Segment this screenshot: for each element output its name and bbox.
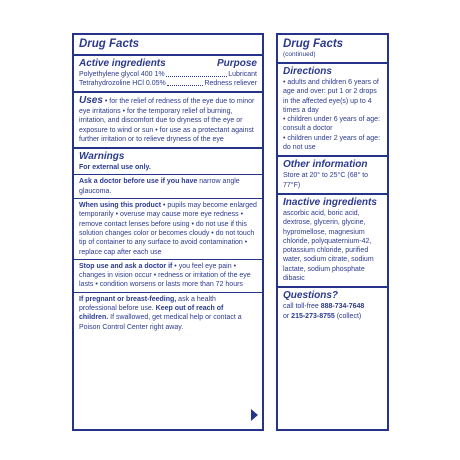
ingredient-row xyxy=(79,79,257,88)
drug-facts-title-continued: Drug Facts xyxy=(283,38,344,50)
active-ingredients-heading: Active ingredients xyxy=(79,58,166,69)
continue-arrow-icon xyxy=(251,409,258,421)
external-use: For external use only. xyxy=(79,164,151,172)
or-text: or xyxy=(283,312,292,320)
leader-dots xyxy=(166,70,228,77)
uses-section xyxy=(74,93,262,149)
other-info-text: Store at 20° to 25°C (68° to 77°F) xyxy=(283,172,369,189)
ingredient-purpose: Redness reliever xyxy=(204,80,257,87)
direction-item: • adults and children 6 years of age and over: put 1 or 2 drops in the affected eye(s) up to 4 times a day xyxy=(283,79,379,114)
ask-doctor-bold: Ask a doctor before use if you have xyxy=(79,178,198,186)
drug-facts-title: Drug Facts xyxy=(79,38,140,50)
warnings-section xyxy=(74,149,262,334)
directions-section xyxy=(278,64,387,157)
drug-facts-left-panel xyxy=(72,33,264,431)
direction-item: • children under 2 years of age: do not use xyxy=(283,134,381,152)
leader-dots xyxy=(167,79,204,86)
inactive-section xyxy=(278,195,387,288)
other-info-section xyxy=(278,157,387,195)
pregnant-text: ask a health professional before use. xyxy=(79,295,216,313)
stop-use-bold: Stop use and ask a doctor if xyxy=(79,262,173,270)
warnings-head xyxy=(74,149,262,175)
ask-doctor-block xyxy=(74,175,262,199)
pregnant-bold: If pregnant or breast-feeding, xyxy=(79,295,177,303)
inactive-heading: Inactive ingredients xyxy=(283,196,377,208)
keep-out-text: If swallowed, get medical help or contact a Poison Control Center right away. xyxy=(79,314,242,331)
direction-item: • children under 6 years of age: consult a doctor xyxy=(283,116,381,133)
right-title-section xyxy=(278,35,387,64)
uses-text: • for the relief of redness of the eye due to minor eye irritations • for the temporary relief of burning, irritation, and discomfort due to dryness of the eye or exposure to wind or sun • for use as a protectant against further irritation or to relieve dryness of the eye xyxy=(79,98,255,143)
drug-facts-right-panel xyxy=(276,33,389,431)
collect-text: (collect) xyxy=(334,312,362,320)
pregnant-block xyxy=(74,293,262,334)
ask-doctor-text: narrow angle glaucoma. xyxy=(79,178,240,195)
directions-heading: Directions xyxy=(283,66,332,77)
title-section xyxy=(74,35,262,56)
when-using-text: • pupils may become enlarged temporarily • overuse may cause more eye redness • remove contact lenses before using • do not use if this solution changes color or becomes cloudy • do not touch tip of container to any surface to avoid contamination • replace cap after each use xyxy=(79,202,257,256)
warnings-heading: Warnings xyxy=(79,151,125,163)
active-ingredients-section xyxy=(74,56,262,93)
questions-text xyxy=(283,302,382,321)
purpose-heading: Purpose xyxy=(216,58,257,69)
ingredient-name: Tetrahydrozoline HCl 0.05% xyxy=(79,80,166,87)
ingredient-purpose: Lubricant xyxy=(228,71,257,78)
when-using-bold: When using this product xyxy=(79,202,162,210)
uses-heading: Uses xyxy=(79,95,103,106)
questions-section xyxy=(278,288,387,324)
active-header-row xyxy=(79,58,257,70)
when-using-block xyxy=(74,199,262,260)
continued-label: (continued) xyxy=(283,51,316,58)
ingredient-row xyxy=(79,70,257,79)
other-info-heading: Other information xyxy=(283,159,368,171)
uses-paragraph xyxy=(79,95,257,144)
questions-heading: Questions? xyxy=(283,290,339,302)
ingredient-name: Polyethylene glycol 400 1% xyxy=(79,71,165,78)
phone-number-1[interactable]: 888-734-7648 xyxy=(320,303,365,311)
stop-use-text: • you feel eye pain • changes in vision occur • redness or irritation of the eye lasts • condition worsens or lasts more than 72 hours xyxy=(79,262,251,289)
keep-out-bold: Keep out of reach of children. xyxy=(79,305,224,322)
phone-number-2[interactable]: 215-273-8755 xyxy=(291,312,335,320)
inactive-text: ascorbic acid, boric acid, dextrose, glycerin, glycine, hypromellose, magnesium chloride, polyquaternium-42, potassium chloride, purified water, sodium citrate, sodium lactate, sodium phosphate dibasic xyxy=(283,209,374,283)
stop-use-block xyxy=(74,260,262,293)
call-text: call toll-free xyxy=(283,303,321,311)
